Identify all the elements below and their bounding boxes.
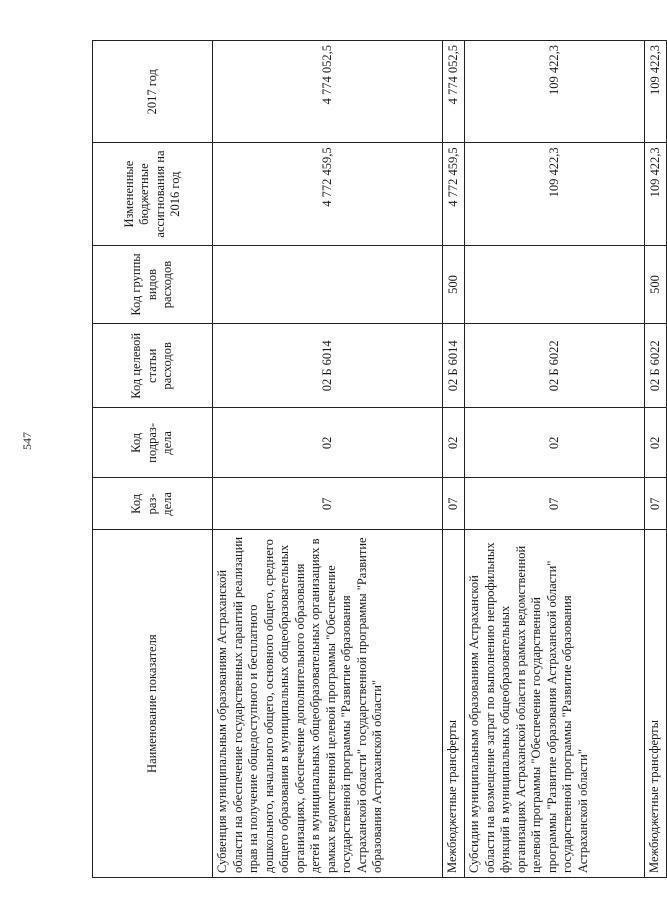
row-2017: 109 422,3 bbox=[465, 41, 645, 143]
row-izm2016: 4 772 459,5 bbox=[443, 143, 465, 245]
row-izm2016: 109 422,3 bbox=[645, 143, 667, 245]
row-vid bbox=[465, 245, 645, 324]
row-izm2016: 4 772 459,5 bbox=[213, 143, 443, 245]
row-razdel: 07 bbox=[465, 478, 645, 530]
table-row bbox=[465, 41, 645, 878]
row-name: Межбюджетные трансферты bbox=[645, 530, 667, 878]
page-number: 547 bbox=[20, 432, 34, 450]
row-2017: 109 422,3 bbox=[645, 41, 667, 143]
header-vid: Код группы видов расходов bbox=[93, 245, 213, 324]
row-2017: 4 774 052,5 bbox=[443, 41, 465, 143]
row-vid: 500 bbox=[443, 245, 465, 324]
header-name: Наименование показателя bbox=[93, 530, 213, 878]
row-izm2016: 109 422,3 bbox=[465, 143, 645, 245]
row-podrazdel: 02 bbox=[645, 408, 667, 478]
row-vid: 500 bbox=[645, 245, 667, 324]
row-razdel: 07 bbox=[645, 478, 667, 530]
row-celevaya: 02 Б 6022 bbox=[465, 324, 645, 408]
row-celevaya: 02 Б 6014 bbox=[443, 324, 465, 408]
row-2017: 4 774 052,5 bbox=[213, 41, 443, 143]
row-celevaya: 02 Б 6022 bbox=[645, 324, 667, 408]
table-header-row bbox=[93, 41, 213, 878]
header-razdel: Код раз-дела bbox=[93, 478, 213, 530]
header-izm2016: Измененные бюджетные ассигнования на 2016 год bbox=[93, 143, 213, 245]
row-razdel: 07 bbox=[443, 478, 465, 530]
table-row bbox=[213, 41, 443, 878]
header-podrazdel: Код подраз-дела bbox=[93, 408, 213, 478]
row-name: Субвенция муниципальным образованиям Астраханской области на обеспечение государственных гарантий реализации прав на получение общедоступного и бесплатного дошкольного, начального общего, основного общего, среднего общего образования в муниципальных общеобразовательных организациях, обеспечение дополнительного образования детей в муниципальных общеобразовательных организациях в рамках ведомственной целевой программы "Обеспечение государственной программы "Развитие образования Астраханской области" государственной программы "Развитие образования Астраханской области" bbox=[213, 530, 443, 878]
row-podrazdel: 02 bbox=[213, 408, 443, 478]
budget-table-container bbox=[92, 40, 662, 878]
budget-table bbox=[92, 40, 667, 878]
table-row bbox=[645, 41, 667, 878]
row-vid bbox=[213, 245, 443, 324]
header-2017: 2017 год bbox=[93, 41, 213, 143]
row-name: Субсидии муниципальным образованиям Астраханской области на возмещение затрат по выполнению непрофильных функций в муниципальных общеобразовательных организациях Астраханской области в рамках ведомственной целевой программы "Обеспечение государственной программы "Развитие образования Астраханской области" государственной программы "Развитие образования Астраханской области" bbox=[465, 530, 645, 878]
row-podrazdel: 02 bbox=[443, 408, 465, 478]
row-razdel: 07 bbox=[213, 478, 443, 530]
row-name: Межбюджетные трансферты bbox=[443, 530, 465, 878]
row-podrazdel: 02 bbox=[465, 408, 645, 478]
header-celevaya: Код целевой статьи расходов bbox=[93, 324, 213, 408]
row-celevaya: 02 Б 6014 bbox=[213, 324, 443, 408]
table-row bbox=[443, 41, 465, 878]
